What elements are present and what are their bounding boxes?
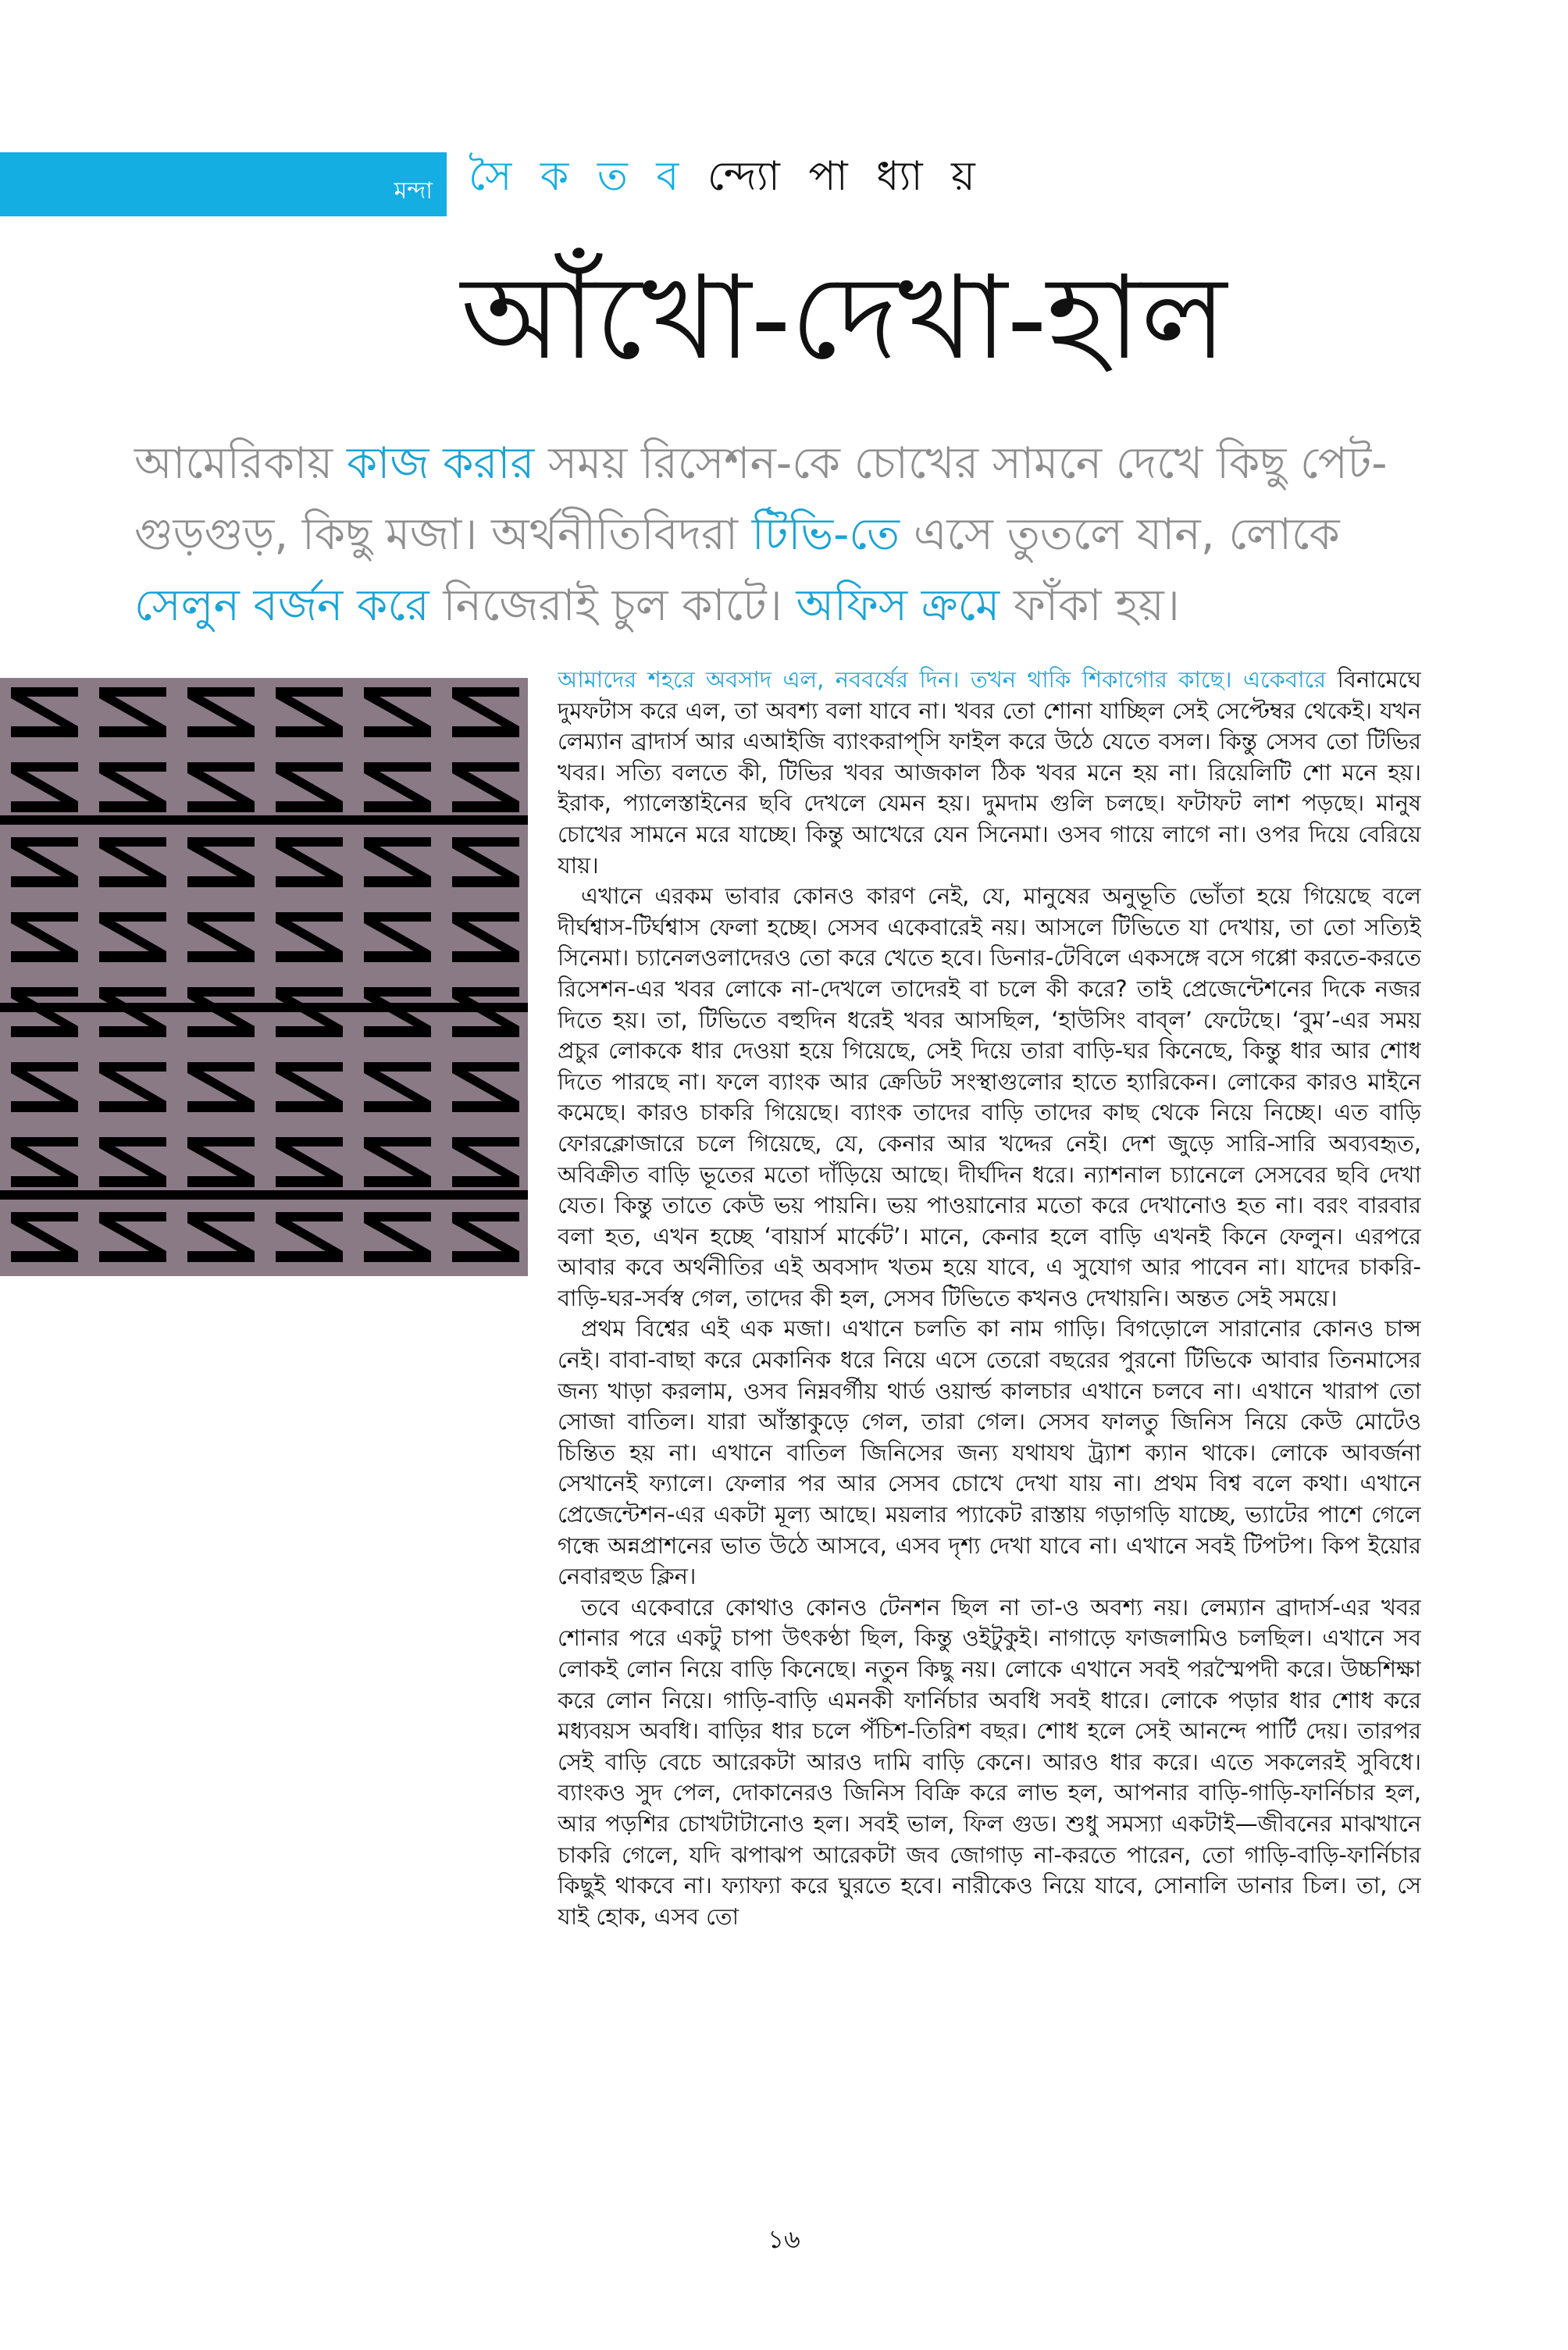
- author-first-name: সৈ ক ত: [469, 153, 636, 200]
- pattern-fill: [0, 678, 528, 1276]
- body-paragraph-4: তবে একেবারে কোথাও কোনও টেনশন ছিল না তা-ও অবশ্য নয়। লেম্যান ব্রাদার্স-এর খবর শোনার পরে একটু চাপা উৎকণ্ঠা ছিল, কিন্তু ওইটুকুই। নাগাড়ে ফাজলামিও চলছিল। এখানে সব লোকই লোন নিয়ে বাড়ি কিনেছে। নতুন কিছু নয়। লোকে এখানে সবই পরস্মৈপদী করে। উচ্চশিক্ষা করে লোন নিয়ে। গাড়ি-বাড়ি এমনকী ফার্নিচার অবধি সবই ধারে। লোকে পড়ার ধার শোধ করে মধ্যবয়স অবধি। বাড়ির ধার চলে পঁচিশ-তিরিশ বছর। শোধ হলে সেই আনন্দে পার্টি দেয়। তারপর সেই বাড়ি বেচে আরেকটা আরও দামি বাড়ি কেনে। আরও ধার করে। এতে সকলেরই সুবিধে। ব্যাংকও সুদ পেল, দোকানেরও জিনিস বিক্রি করে লাভ হল, আপনার বাড়ি-গাড়ি-ফার্নিচার হল, আর পড়শির চোখটাটানোও হল। সবই ভাল, ফিল গুড। শুধু সমস্যা একটাই—জীবনের মাঝখানে চাকরি গেলে, যদি ঝপাঝপ আরেকটা জব জোগাড় না-করতে পারেন, তো গাড়ি-বাড়ি-ফার্নিচার কিছুই থাকবে না। ফ্যাফ্যা করে ঘুরতে হবে। নারীকেও নিয়ে যাবে, সোনালি ডানার চিল। তা, সে যাই হোক, এসব তো: [558, 1593, 1421, 1930]
- deck-text-5: ফাঁকা হয়।: [1000, 580, 1180, 631]
- section-label: মন্দা: [394, 177, 433, 205]
- deck-highlight-2: টিভি-তে: [751, 509, 900, 560]
- section-bar: [0, 152, 447, 216]
- article-lead: আমাদের শহরে অবসাদ এল, নববর্ষের দিন। তখন থাকি শিকাগোর কাছে। একেবারে: [558, 666, 1327, 693]
- deck-highlight-1: কাজ করার: [346, 438, 535, 489]
- deck-text-3: এসে তুতলে যান, লোকে: [900, 509, 1340, 560]
- deck-highlight-3: সেলুন বর্জন করে: [134, 580, 429, 631]
- page-number: ১৬: [768, 2224, 800, 2254]
- article-title: আঁখো-দেখা-হাল: [461, 251, 1228, 385]
- deck-text-1: আমেরিকায়: [134, 438, 347, 489]
- body-paragraph-1: বিনামেঘে দুমফটাস করে এল, তা অবশ্য বলা যাবে না। খবর তো শোনা যাচ্ছিল সেই সেপ্টেম্বর থেকেই। যখন লেম্যান ব্রাদার্স আর এআইজি ব্যাংকরাপ্‌সি ফাইল করে উঠে যেতে বসল। কিন্তু সেসব তো টিভির খবর। সত্যি বলতে কী, টিভির খবর আজকাল ঠিক খবর মনে হয় না। রিয়েলিটি শো মনে হয়। ইরাক, প্যালেস্তাইনের ছবি দেখলে যেমন হয়। দুমদাম গুলি চলছে। ফটাফট লাশ পড়ছে। মানুষ চোখের সামনে মরে যাচ্ছে। কিন্তু আখেরে যেন সিনেমা। ওসব গায়ে লাগে না। ওপর দিয়ে বেরিয়ে যায়।: [558, 666, 1421, 879]
- article-body: [558, 665, 1421, 2215]
- deck-text-4: নিজেরাই চুল কাটে।: [429, 580, 796, 631]
- author-byline: [469, 144, 983, 199]
- deck-text-2: সময় রিসেশন-কে চোখের সামনে দেখে কিছু পেট-গুড়গুড়, কিছু মজা। অর্থনীতিবিদরা: [134, 438, 1388, 560]
- deck-highlight-4: অফিস ক্রমে: [796, 580, 1000, 631]
- body-paragraph-3: প্রথম বিশ্বের এই এক মজা। এখানে চলতি কা নাম গাড়ি। বিগড়োলে সারানোর কোনও চান্স নেই। বাবা-বাছা করে মেকানিক ধরে নিয়ে এসে তেরো বছরের পুরনো টিভিকে আবার তিনমাসের জন্য খাড়া করলাম, ওসব নিম্নবর্গীয় থার্ড ওয়ার্ল্ড কালচার এখানে চলবে না। এখানে খারাপ তো সোজা বাতিল। যারা আঁস্তাকুড়ে গেল, তারা গেল। সেসব ফালতু জিনিস নিয়ে কেউ মোটেও চিন্তিত হয় না। এখানে বাতিল জিনিসের জন্য যথাযথ ট্র্যাশ ক্যান থাকে। লোকে আবর্জনা সেখানেই ফ্যালে। ফেলার পর আর সেসব চোখে দেখা যায় না। প্রথম বিশ্ব বলে কথা। এখানে প্রেজেন্টেশন-এর একটা মূল্য আছে। ময়লার প্যাকেট রাস্তায় গড়াগড়ি যাচ্ছে, ভ্যাটের পাশে গেলে গন্ধে অন্নপ্রাশনের ভাত উঠে আসবে, এসব দৃশ্য দেখা যাবে না। এখানে সবই টিপটপ। কিপ ইয়োর নেবারহুড ক্লিন।: [558, 1315, 1421, 1590]
- decorative-pattern-image: [0, 678, 528, 1276]
- author-surname-initial: ব: [656, 153, 687, 200]
- author-surname-rest: ন্দ্যো পা ধ্যা য়: [707, 153, 983, 200]
- pattern-band-3: [0, 1190, 528, 1200]
- body-paragraph-2: এখানে এরকম ভাবার কোনও কারণ নেই, যে, মানুষের অনুভূতি ভোঁতা হয়ে গিয়েছে বলে দীর্ঘশ্বাস-টির্ঘশ্বাস ফেলা হচ্ছে। সেসব একেবারেই নয়। আসলে টিভিতে যা দেখায়, তা তো সত্যিই সিনেমা। চ্যানেলওলাদেরও তো করে খেতে হবে। ডিনার-টেবিলে একসঙ্গে বসে গপ্পো করতে-করতে রিসেশন-এর খবর লোকে না-দেখলে তাদেরই বা চলে কী করে? তাই প্রেজেন্টেশনের দিকে নজর দিতে হয়। তা, টিভিতে বহুদিন ধরেই খবর আসছিল, ‘হাউসিং বাব্‌ল’ ফেটেছে। ‘বুম’-এর সময় প্রচুর লোককে ধার দেওয়া হয়ে গিয়েছে, সেই দিয়ে তারা বাড়ি-ঘর কিনেছে, কিন্তু ধার আর শোধ দিতে পারছে না। ফলে ব্যাংক আর ক্রেডিট সংস্থাগুলোর হাতে হ্যারিকেন। লোকের কারও মাইনে কমেছে। কারও চাকরি গিয়েছে। ব্যাংক তাদের বাড়ি তাদের কাছ থেকে নিয়ে নিচ্ছে। এত বাড়ি ফোরক্লোজারে চলে গিয়েছে, যে, কেনার আর খদ্দের নেই। দেশ জুড়ে সারি-সারি অব্যবহৃত, অবিক্রীত বাড়ি ভূতের মতো দাঁড়িয়ে আছে। দীর্ঘদিন ধরে। ন্যাশনাল চ্যানেলে সেসবের ছবি দেখা যেত। কিন্তু তাতে কেউ ভয় পায়নি। ভয় পাওয়ানোর মতো করে দেখানোও হত না। বরং বারবার বলা হত, এখন হচ্ছে ‘বায়ার্স মার্কেট’। মানে, কেনার হলে বাড়ি এখনই কিনে ফেলুন। এরপরে আবার কবে অর্থনীতির এই অবসাদ খতম হয়ে যাবে, এ সুযোগ আর পাবেন না। যাদের চাকরি-বাড়ি-ঘর-সর্বস্ব গেল, তাদের কী হল, সেসব টিভিতে কখনও দেখায়নি। অন্তত সেই সময়ে।: [558, 883, 1421, 1311]
- article-lead-paragraph: [558, 665, 1421, 881]
- pattern-band-2: [0, 1003, 528, 1012]
- article-deck: [134, 428, 1431, 641]
- pattern-band-1: [0, 815, 528, 825]
